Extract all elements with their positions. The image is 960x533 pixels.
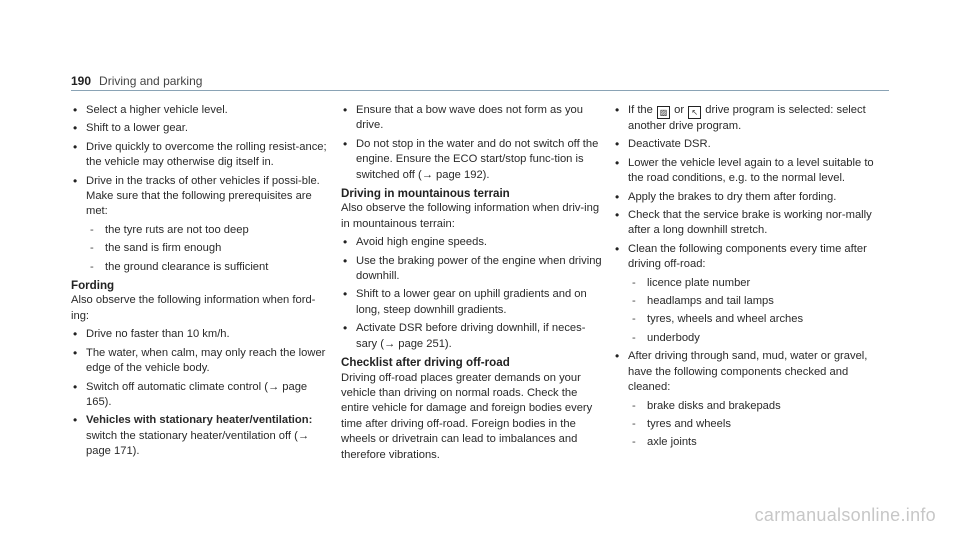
paragraph: Also observe the following information when ford-ing: (71, 294, 316, 322)
sub-list-item: - axle joints (613, 435, 875, 450)
bullet-item: • Check that the service brake is working nor-mally after a long downhill stretch. (613, 208, 875, 239)
bullet-item: • Ensure that a bow wave does not form as you drive. (341, 103, 603, 134)
column-left (71, 100, 333, 460)
sub-list-item: - the tyre ruts are not too deep (71, 223, 333, 238)
section-title: Driving and parking (99, 74, 203, 88)
bullet-item: • Avoid high engine speeds. (341, 235, 603, 250)
watermark: carmanualsonline.info (754, 505, 936, 525)
bullet-text: drive program is selected: select another drive program. (628, 104, 866, 132)
bullet-item (71, 413, 333, 459)
bullet-item: • Do not stop in the water and do not switch off the engine. Ensure the ECO start/stop func-tion is switched off (→ page 192). (341, 137, 603, 183)
section-heading: Driving in mountainous terrain (341, 187, 510, 201)
bullet-item: • Clean the following components every time after driving off-road: (613, 242, 875, 273)
sub-list-item: - licence plate number (613, 276, 875, 291)
page-number: 190 (71, 74, 92, 88)
bullet-item: • After driving through sand, mud, water or gravel, have the following components checked and cleaned: (613, 349, 875, 395)
bullet-item: • Select a higher vehicle level. (71, 103, 333, 118)
sub-list-item: - underbody (613, 331, 875, 346)
header-divider (71, 90, 889, 91)
bullet-item: • Apply the brakes to dry them after fording. (613, 190, 875, 205)
incline-program-icon: ↖ (688, 106, 701, 119)
sub-list-item: - headlamps and tail lamps (613, 294, 875, 309)
section-heading: Fording (71, 279, 115, 293)
bullet-item: • Drive in the tracks of other vehicles if possi-ble. Make sure that the following prerequisites are met: (71, 174, 333, 220)
sub-list-item: - the ground clearance is sufficient (71, 260, 333, 275)
bullet-item: • The water, when calm, may only reach the lower edge of the vehicle body. (71, 346, 333, 377)
bullet-item: • Drive no faster than 10 km/h. (71, 327, 333, 342)
bullet-item: • Lower the vehicle level again to a level suitable to the road conditions, e.g. to the normal level. (613, 156, 875, 187)
sub-list-item: - brake disks and brakepads (613, 399, 875, 414)
bullet-item: • Drive quickly to overcome the rolling resist-ance; the vehicle may otherwise dig itself in. (71, 140, 333, 171)
bullet-text: or (674, 104, 685, 116)
paragraph: Driving off-road places greater demands on your vehicle than driving on normal roads. Check the entire vehicle for damage and foreign bodies every time after driving off-road. Foreign bodies in the wheels or drivetrain can lead to imbalances and therefore vibrations. (341, 371, 593, 461)
bullet-item: • Switch off automatic climate control (→ page 165). (71, 380, 333, 411)
offroad-program-icon: ▨ (657, 106, 670, 119)
bullet-text: If the (628, 104, 653, 116)
sub-list-item: - tyres, wheels and wheel arches (613, 312, 875, 327)
bullet-item: • Shift to a lower gear on uphill gradients and on long, steep downhill gradients. (341, 287, 603, 318)
bullet-text: switch the stationary heater/ventilation off (→ page 171). (86, 429, 310, 458)
bullet-item: • Shift to a lower gear. (71, 121, 333, 136)
bullet-item (613, 103, 875, 134)
bullet-bold-lead: Vehicles with stationary heater/ventilation: (86, 414, 313, 427)
bullet-item: • Deactivate DSR. (613, 137, 875, 152)
column-middle (341, 100, 603, 463)
sub-list-item: - the sand is firm enough (71, 241, 333, 256)
column-right (613, 100, 875, 454)
bullet-item: • Activate DSR before driving downhill, if neces-sary (→ page 251). (341, 321, 603, 352)
paragraph: Also observe the following information when driv-ing in mountainous terrain: (341, 202, 600, 230)
bullet-item: • Use the braking power of the engine when driving downhill. (341, 254, 603, 285)
sub-list-item: - tyres and wheels (613, 417, 875, 432)
page-header (71, 74, 202, 88)
section-heading: Checklist after driving off-road (341, 356, 510, 370)
